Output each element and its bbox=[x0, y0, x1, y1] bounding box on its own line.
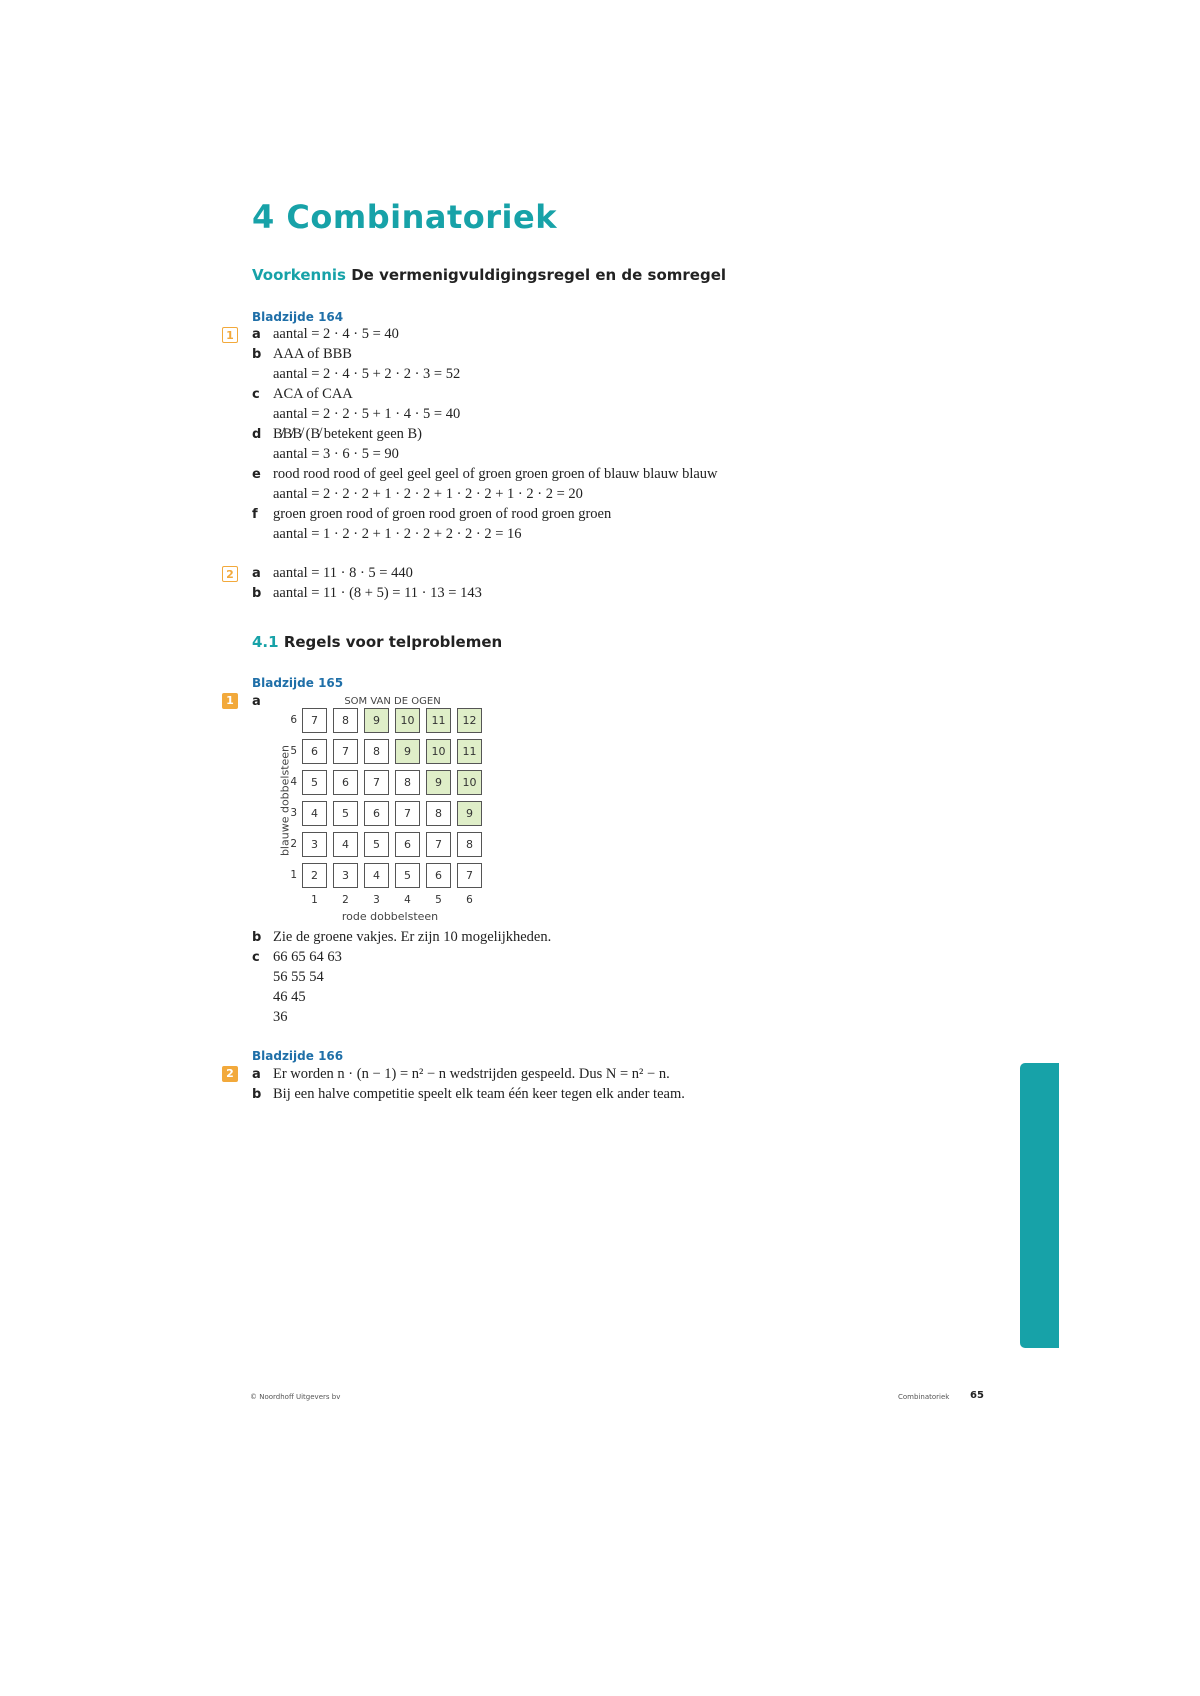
answer-line: Bij een halve competitie speelt elk team één keer tegen elk ander team. bbox=[273, 1086, 685, 1102]
section-number: 4.1 bbox=[252, 633, 279, 651]
table-cell: 4 bbox=[364, 863, 389, 888]
table-cell: 8 bbox=[395, 770, 420, 795]
y-tick-label: 5 bbox=[290, 745, 297, 757]
section-heading bbox=[252, 633, 502, 651]
answer-line: AAA of BBB bbox=[273, 346, 352, 362]
item-letter: b bbox=[252, 930, 262, 945]
answer-line: aantal = 2 · 2 · 5 + 1 · 4 · 5 = 40 bbox=[273, 406, 461, 422]
table-cell: 5 bbox=[395, 863, 420, 888]
table-cell: 5 bbox=[333, 801, 358, 826]
answer-line: 66 65 64 63 bbox=[273, 949, 342, 965]
table-cell: 12 bbox=[457, 708, 482, 733]
table-cell: 8 bbox=[364, 739, 389, 764]
x-axis-label: rode dobbelsteen bbox=[341, 910, 439, 923]
answer-line: ACA of CAA bbox=[273, 386, 353, 402]
answer-line: groen groen rood of groen rood groen of rood groen groen bbox=[273, 506, 612, 522]
page-ref-164: Bladzijde 164 bbox=[252, 310, 344, 324]
section-title: Regels voor telproblemen bbox=[283, 633, 503, 651]
item-letter: b bbox=[252, 1087, 262, 1102]
table-cell: 8 bbox=[426, 801, 451, 826]
table-cell: 7 bbox=[333, 739, 358, 764]
answer-line: rood rood rood of geel geel geel of groen groen groen of blauw blauw blauw bbox=[273, 466, 718, 482]
answer-line: aantal = 2 · 2 · 2 + 1 · 2 · 2 + 1 · 2 · 2 + 1 · 2 · 2 = 20 bbox=[273, 486, 583, 502]
x-tick-label: 2 bbox=[342, 894, 349, 906]
answer-line: aantal = 1 · 2 · 2 + 1 · 2 · 2 + 2 · 2 · 2 = 16 bbox=[273, 526, 522, 542]
table-cell: 9 bbox=[395, 739, 420, 764]
y-axis-label: blauwe dobbelsteen bbox=[278, 744, 292, 857]
answer-line: Zie de groene vakjes. Er zijn 10 mogelijkheden. bbox=[273, 929, 552, 945]
answer-line: aantal = 11 · 8 · 5 = 440 bbox=[273, 565, 413, 581]
item-letter: b bbox=[252, 586, 262, 601]
x-tick-label: 1 bbox=[311, 894, 318, 906]
voorkennis-label: Voorkennis bbox=[252, 266, 346, 284]
footer-copyright: © Noordhoff Uitgevers bv bbox=[250, 1393, 341, 1401]
item-letter: f bbox=[252, 507, 258, 522]
x-tick-label: 5 bbox=[435, 894, 442, 906]
answer-line: B̸B̸B̸ (B̸ betekent geen B) bbox=[273, 426, 423, 442]
table-cell: 10 bbox=[395, 708, 420, 733]
answer-line: 46 45 bbox=[273, 989, 306, 1005]
answer-line: aantal = 11 · (8 + 5) = 11 · 13 = 143 bbox=[273, 585, 482, 601]
y-tick-label: 1 bbox=[290, 869, 297, 881]
item-letter: a bbox=[252, 694, 261, 709]
voorkennis-heading bbox=[252, 266, 726, 284]
table-cell: 7 bbox=[426, 832, 451, 857]
table-cell: 11 bbox=[426, 708, 451, 733]
item-letter: b bbox=[252, 347, 262, 362]
table-cell: 8 bbox=[457, 832, 482, 857]
table-cell: 2 bbox=[302, 863, 327, 888]
item-letter: e bbox=[252, 467, 261, 482]
answer-line: 36 bbox=[273, 1009, 288, 1025]
footer-chapter-name: Combinatoriek bbox=[898, 1393, 950, 1401]
item-letter: d bbox=[252, 427, 262, 442]
exercise-number-badge: 1 bbox=[222, 327, 238, 343]
table-cell: 5 bbox=[302, 770, 327, 795]
table-cell: 3 bbox=[302, 832, 327, 857]
item-letter: c bbox=[252, 387, 260, 402]
answer-line: aantal = 2 · 4 · 5 = 40 bbox=[273, 326, 399, 342]
table-cell: 8 bbox=[333, 708, 358, 733]
answer-line: aantal = 2 · 4 · 5 + 2 · 2 · 3 = 52 bbox=[273, 366, 461, 382]
voorkennis-title: De vermenigvuldigingsregel en de somregel bbox=[351, 266, 727, 284]
y-tick-label: 3 bbox=[290, 807, 297, 819]
table-cell: 9 bbox=[426, 770, 451, 795]
y-tick-label: 2 bbox=[290, 838, 297, 850]
page-number: 65 bbox=[970, 1390, 984, 1401]
table-cell: 7 bbox=[457, 863, 482, 888]
table-cell: 7 bbox=[395, 801, 420, 826]
table-cell: 6 bbox=[395, 832, 420, 857]
item-letter: a bbox=[252, 1067, 261, 1082]
table-cell: 11 bbox=[457, 739, 482, 764]
table-cell: 4 bbox=[333, 832, 358, 857]
exercise-number-badge: 2 bbox=[222, 566, 238, 582]
table-cell: 6 bbox=[302, 739, 327, 764]
x-tick-label: 3 bbox=[373, 894, 380, 906]
chapter-title: 4 Combinatoriek bbox=[252, 198, 557, 236]
table-cell: 7 bbox=[364, 770, 389, 795]
page-ref-166: Bladzijde 166 bbox=[252, 1049, 344, 1063]
answer-line: Er worden n · (n − 1) = n² − n wedstrijden gespeeld. Dus N = n² − n. bbox=[273, 1066, 670, 1082]
table-cell: 6 bbox=[333, 770, 358, 795]
answer-line: 56 55 54 bbox=[273, 969, 324, 985]
item-letter: a bbox=[252, 327, 261, 342]
table-cell: 6 bbox=[364, 801, 389, 826]
x-tick-label: 6 bbox=[466, 894, 473, 906]
table-cell: 10 bbox=[457, 770, 482, 795]
table-cell: 9 bbox=[364, 708, 389, 733]
table-cell: 7 bbox=[302, 708, 327, 733]
page-ref-165: Bladzijde 165 bbox=[252, 676, 344, 690]
table-cell: 5 bbox=[364, 832, 389, 857]
table-cell: 6 bbox=[426, 863, 451, 888]
exercise-number-badge: 2 bbox=[222, 1066, 238, 1082]
table-cell: 3 bbox=[333, 863, 358, 888]
x-tick-label: 4 bbox=[404, 894, 411, 906]
table-cell: 10 bbox=[426, 739, 451, 764]
table-cell: 4 bbox=[302, 801, 327, 826]
item-letter: c bbox=[252, 950, 260, 965]
answer-line: aantal = 3 · 6 · 5 = 90 bbox=[273, 446, 399, 462]
table-title: SOM VAN DE OGEN bbox=[344, 696, 441, 707]
y-tick-label: 4 bbox=[290, 776, 297, 788]
exercise-number-badge: 1 bbox=[222, 693, 238, 709]
y-tick-label: 6 bbox=[290, 714, 297, 726]
table-cell: 9 bbox=[457, 801, 482, 826]
chapter-side-tab bbox=[1020, 1063, 1059, 1348]
item-letter: a bbox=[252, 566, 261, 581]
